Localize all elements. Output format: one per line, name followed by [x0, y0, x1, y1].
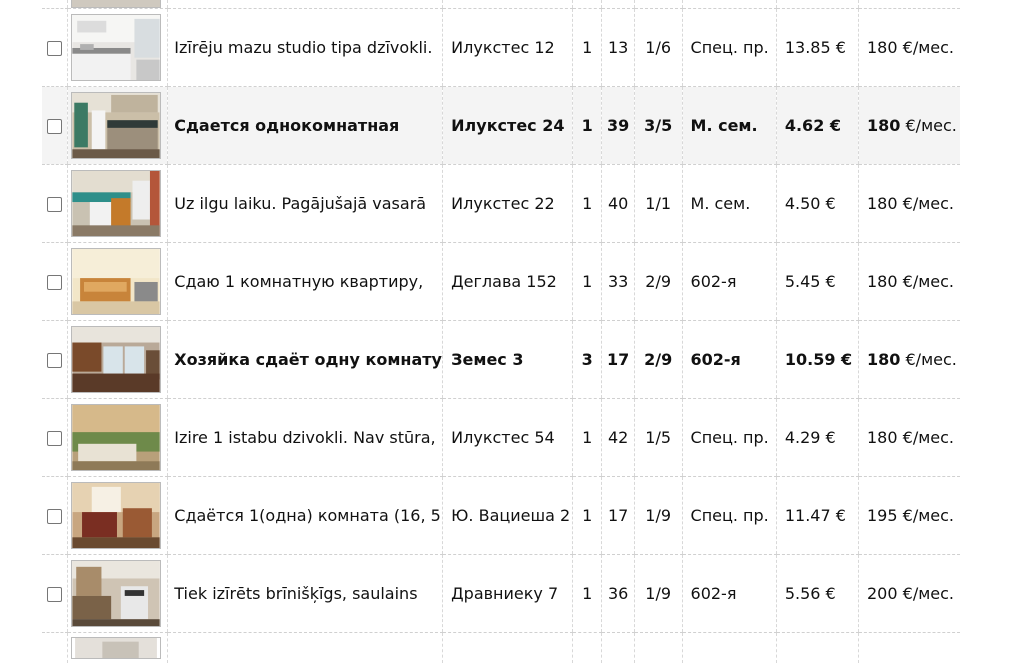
table-row[interactable] — [42, 321, 960, 399]
floor: 1/9 — [645, 506, 671, 525]
area-m2: 17 — [608, 506, 628, 525]
rooms: 1 — [582, 428, 592, 447]
building-series: Спец. пр. — [691, 38, 769, 57]
kitchen-photo[interactable] — [71, 92, 161, 159]
row-checkbox[interactable] — [47, 509, 62, 524]
bathroom-photo[interactable] — [71, 404, 161, 471]
area-m2: 33 — [608, 272, 628, 291]
price-per-m2: 5.45 € — [785, 272, 836, 291]
street: Земес 3 — [451, 350, 523, 369]
street: Илукстес 54 — [451, 428, 555, 447]
building-series: Спец. пр. — [691, 506, 769, 525]
price: 200 — [867, 584, 898, 603]
floor: 1/9 — [645, 584, 671, 603]
price-per-m2: 4.50 € — [785, 194, 836, 213]
building-series: 602-я — [691, 272, 737, 291]
area-m2: 13 — [608, 38, 628, 57]
studio-kitchen-photo[interactable] — [71, 14, 161, 81]
street: Деглава 152 — [451, 272, 557, 291]
table-row-partial — [42, 633, 960, 663]
listings-table — [42, 0, 960, 663]
area-m2: 42 — [608, 428, 628, 447]
street: Дравниеку 7 — [451, 584, 558, 603]
price-per-m2: 4.62 € — [785, 116, 841, 135]
building-series: Спец. пр. — [691, 428, 769, 447]
building-series: М. сем. — [691, 194, 751, 213]
price: 180 — [867, 428, 898, 447]
price: 180 — [867, 116, 900, 135]
rooms: 3 — [582, 350, 593, 369]
street: Илукстес 22 — [451, 194, 555, 213]
listing-photo-partial — [71, 637, 161, 659]
price: 180 — [867, 38, 898, 57]
listing-text[interactable]: Хозяйка сдаёт одну комнату — [174, 350, 442, 369]
listing-text[interactable]: Сдаю 1 комнатную квартиру, — [174, 272, 423, 291]
table-row[interactable] — [42, 399, 960, 477]
price: 180 — [867, 194, 898, 213]
street: Илукстес 12 — [451, 38, 555, 57]
street: Ю. Вациеша 2 — [451, 506, 570, 525]
rooms: 1 — [582, 116, 593, 135]
listing-text[interactable]: Izīrēju mazu studio tipa dzīvokli. — [174, 38, 432, 57]
price-unit: €/мес. — [900, 116, 956, 135]
price-unit: €/мес. — [898, 584, 954, 603]
table-row[interactable] — [42, 555, 960, 633]
building-series: 602-я — [691, 584, 737, 603]
price-unit: €/мес. — [900, 350, 956, 369]
area-m2: 36 — [608, 584, 628, 603]
street: Илукстес 24 — [451, 116, 564, 135]
floor: 1/1 — [645, 194, 671, 213]
price-unit: €/мес. — [898, 506, 954, 525]
listing-text[interactable]: Uz ilgu laiku. Pagājušajā vasarā — [174, 194, 426, 213]
area-m2: 39 — [607, 116, 629, 135]
row-checkbox[interactable] — [47, 41, 62, 56]
price-unit: €/мес. — [898, 194, 954, 213]
building-series: 602-я — [691, 350, 741, 369]
listing-text[interactable]: Сдается однокомнатная — [174, 116, 399, 135]
row-checkbox[interactable] — [47, 197, 62, 212]
price-per-m2: 10.59 € — [785, 350, 852, 369]
price-unit: €/мес. — [898, 428, 954, 447]
listing-text[interactable]: Tiek izīrēts brīnišķīgs, saulains — [174, 584, 417, 603]
row-checkbox[interactable] — [47, 275, 62, 290]
price-per-m2: 13.85 € — [785, 38, 846, 57]
price: 195 — [867, 506, 898, 525]
row-checkbox[interactable] — [47, 587, 62, 602]
rooms: 1 — [582, 194, 592, 213]
table-row[interactable] — [42, 477, 960, 555]
rooms: 1 — [582, 506, 592, 525]
row-checkbox[interactable] — [47, 119, 62, 134]
price-per-m2: 11.47 € — [785, 506, 846, 525]
floor: 2/9 — [645, 272, 671, 291]
row-checkbox[interactable] — [47, 431, 62, 446]
bedroom-photo[interactable] — [71, 248, 161, 315]
kitchen-photo[interactable] — [71, 326, 161, 393]
kitchen-photo[interactable] — [71, 170, 161, 237]
row-checkbox[interactable] — [47, 353, 62, 368]
listing-text[interactable]: Izire 1 istabu dzivokli. Nav stūra, — [174, 428, 435, 447]
price-unit: €/мес. — [898, 272, 954, 291]
price: 180 — [867, 272, 898, 291]
room-photo[interactable] — [71, 482, 161, 549]
rooms: 1 — [582, 272, 592, 291]
price-per-m2: 5.56 € — [785, 584, 836, 603]
price-per-m2: 4.29 € — [785, 428, 836, 447]
area-m2: 40 — [608, 194, 628, 213]
floor: 1/5 — [645, 428, 671, 447]
floor: 2/9 — [644, 350, 672, 369]
floor: 1/6 — [645, 38, 671, 57]
table-row[interactable] — [42, 9, 960, 87]
area-m2: 17 — [607, 350, 629, 369]
listing-text[interactable]: Сдаётся 1(одна) комната (16, 5 — [174, 506, 441, 525]
kitchen-photo[interactable] — [71, 560, 161, 627]
table-row[interactable] — [42, 165, 960, 243]
rooms: 1 — [582, 38, 592, 57]
table-row-top-edge — [42, 0, 960, 9]
price-unit: €/мес. — [898, 38, 954, 57]
price: 180 — [867, 350, 900, 369]
table-row[interactable] — [42, 243, 960, 321]
building-series: М. сем. — [691, 116, 758, 135]
table-row[interactable] — [42, 87, 960, 165]
rooms: 1 — [582, 584, 592, 603]
floor: 3/5 — [644, 116, 672, 135]
